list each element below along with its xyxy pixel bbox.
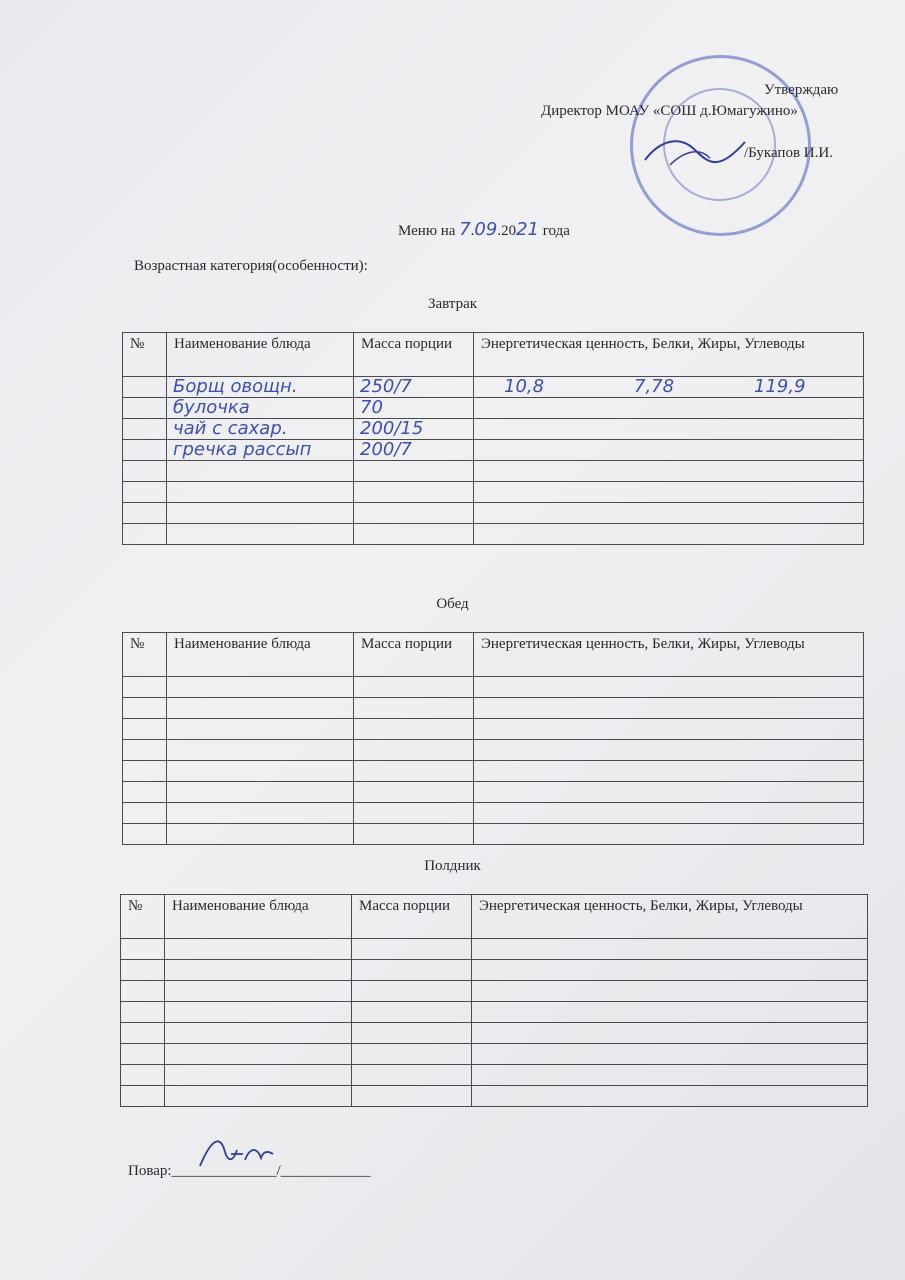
row-num <box>123 824 167 845</box>
table-row <box>123 419 864 440</box>
row-energy <box>474 782 864 803</box>
table-row <box>123 377 864 398</box>
row-portion-mass <box>354 377 474 398</box>
age-category: Возрастная категория(особенности): <box>134 258 368 274</box>
lunch-title: Обед <box>436 596 469 612</box>
row-dish-name <box>167 719 354 740</box>
row-dish-name <box>165 1023 352 1044</box>
header-mass: Масса порции <box>354 333 474 377</box>
table-row <box>123 503 864 524</box>
cook-signature <box>195 1132 275 1172</box>
table-row <box>123 719 864 740</box>
row-dish-name <box>167 698 354 719</box>
menu-date-day: 7 <box>459 219 471 240</box>
lunch-table <box>122 632 864 845</box>
row-num <box>123 761 167 782</box>
header-mass: Масса порции <box>354 633 474 677</box>
table-row <box>123 461 864 482</box>
row-portion-mass <box>354 740 474 761</box>
table-row <box>123 677 864 698</box>
table-row <box>121 1065 868 1086</box>
row-dish-name <box>165 960 352 981</box>
header-energy: Энергетическая ценность, Белки, Жиры, Углеводы <box>472 895 868 939</box>
cook-blank-1: ______________ <box>171 1163 277 1179</box>
row-energy <box>474 740 864 761</box>
table-row <box>121 939 868 960</box>
cook-label: Повар: <box>128 1163 172 1179</box>
snack-title: Полдник <box>424 858 481 874</box>
table-row <box>123 803 864 824</box>
table-row <box>121 1086 868 1107</box>
table-row <box>123 524 864 545</box>
row-energy <box>474 761 864 782</box>
row-portion-mass <box>352 981 472 1002</box>
director-signature <box>640 130 750 175</box>
row-portion-mass <box>354 803 474 824</box>
row-dish-name <box>167 782 354 803</box>
row-dish-name <box>167 440 354 461</box>
menu-date-year: 21 <box>516 219 539 240</box>
row-energy <box>474 503 864 524</box>
header-energy: Энергетическая ценность, Белки, Жиры, Углеводы <box>474 333 864 377</box>
row-num <box>121 1002 165 1023</box>
table-row <box>123 782 864 803</box>
row-num <box>123 482 167 503</box>
row-energy <box>472 1023 868 1044</box>
table-header-row <box>123 333 864 377</box>
approve-word: Утверждаю <box>764 82 839 98</box>
header-num: № <box>123 633 167 677</box>
row-portion-mass <box>352 1002 472 1023</box>
menu-title-suffix: года <box>542 223 570 239</box>
row-portion-mass <box>354 761 474 782</box>
row-portion-mass-text: 70 <box>360 397 383 418</box>
snack-table <box>120 894 868 1107</box>
cook-blank-2: ____________ <box>280 1163 371 1179</box>
table-row <box>123 398 864 419</box>
header-mass: Масса порции <box>352 895 472 939</box>
row-dish-name-text: чай с сахар. <box>173 418 288 439</box>
menu-date-sep2: .20 <box>497 223 517 239</box>
row-energy <box>474 698 864 719</box>
header-energy: Энергетическая ценность, Белки, Жиры, Углеводы <box>474 633 864 677</box>
header-name: Наименование блюда <box>165 895 352 939</box>
breakfast-title: Завтрак <box>427 296 478 312</box>
header-num: № <box>121 895 165 939</box>
row-portion-mass <box>354 461 474 482</box>
row-dish-name <box>167 803 354 824</box>
row-num <box>121 939 165 960</box>
row-energy <box>472 1065 868 1086</box>
row-num <box>123 419 167 440</box>
row-energy <box>474 377 864 398</box>
row-dish-name-text: гречка рассып <box>173 439 312 460</box>
row-dish-name <box>167 419 354 440</box>
row-num <box>121 1023 165 1044</box>
row-num <box>123 782 167 803</box>
table-row <box>121 1044 868 1065</box>
table-row <box>123 824 864 845</box>
table-row <box>123 482 864 503</box>
row-portion-mass <box>354 824 474 845</box>
row-num <box>121 1065 165 1086</box>
row-dish-name <box>167 461 354 482</box>
row-portion-mass-text: 200/15 <box>360 418 424 439</box>
menu-title <box>398 219 570 240</box>
row-num <box>123 677 167 698</box>
row-energy <box>474 461 864 482</box>
row-portion-mass <box>354 440 474 461</box>
row-energy <box>474 719 864 740</box>
row-num <box>123 503 167 524</box>
row-portion-mass <box>354 482 474 503</box>
row-dish-name <box>167 677 354 698</box>
row-num <box>123 398 167 419</box>
row-dish-name <box>165 1044 352 1065</box>
row-portion-mass <box>352 1044 472 1065</box>
row-energy <box>474 440 864 461</box>
row-dish-name <box>165 1065 352 1086</box>
table-header-row <box>123 633 864 677</box>
row-portion-mass <box>352 960 472 981</box>
row-portion-mass-text: 250/7 <box>360 376 412 397</box>
table-row <box>123 440 864 461</box>
row-dish-name <box>165 1086 352 1107</box>
row-num <box>123 698 167 719</box>
row-energy <box>474 677 864 698</box>
row-dish-name <box>167 398 354 419</box>
row-dish-name <box>167 377 354 398</box>
row-energy <box>472 939 868 960</box>
menu-title-prefix: Меню на <box>398 223 456 239</box>
row-portion-mass <box>354 419 474 440</box>
row-energy <box>474 482 864 503</box>
row-portion-mass <box>354 782 474 803</box>
row-portion-mass <box>354 503 474 524</box>
row-portion-mass <box>354 698 474 719</box>
row-num <box>121 1044 165 1065</box>
row-dish-name <box>165 939 352 960</box>
table-row <box>123 698 864 719</box>
row-energy <box>472 1044 868 1065</box>
row-dish-name <box>167 824 354 845</box>
row-energy <box>474 824 864 845</box>
row-energy <box>472 1002 868 1023</box>
table-row <box>123 740 864 761</box>
row-num <box>123 461 167 482</box>
row-num <box>123 377 167 398</box>
row-energy <box>474 419 864 440</box>
row-dish-name <box>167 524 354 545</box>
row-energy <box>472 1086 868 1107</box>
row-energy <box>474 398 864 419</box>
row-energy <box>472 960 868 981</box>
row-dish-name <box>167 761 354 782</box>
row-num <box>121 960 165 981</box>
row-energy <box>474 803 864 824</box>
row-portion-mass <box>352 1065 472 1086</box>
row-portion-mass-text: 200/7 <box>360 439 412 460</box>
row-num <box>121 981 165 1002</box>
table-row <box>121 1023 868 1044</box>
row-dish-name-text: Борщ овощн. <box>173 376 298 397</box>
table-header-row <box>121 895 868 939</box>
row-portion-mass <box>352 1086 472 1107</box>
table-row <box>123 761 864 782</box>
row-dish-name <box>167 503 354 524</box>
row-dish-name <box>167 740 354 761</box>
energy-value: 10,8 <box>504 376 545 397</box>
row-portion-mass <box>354 677 474 698</box>
row-num <box>123 440 167 461</box>
row-portion-mass <box>352 1023 472 1044</box>
table-row <box>121 1002 868 1023</box>
row-dish-name-text: булочка <box>173 397 250 418</box>
signature-line: /Букапов И.И. <box>744 145 833 161</box>
row-portion-mass <box>354 524 474 545</box>
fat-value: 7,78 <box>634 376 675 397</box>
row-energy <box>474 524 864 545</box>
header-num: № <box>123 333 167 377</box>
row-dish-name <box>167 482 354 503</box>
breakfast-table <box>122 332 864 545</box>
row-energy <box>472 981 868 1002</box>
table-row <box>121 981 868 1002</box>
header-name: Наименование блюда <box>167 633 354 677</box>
row-num <box>121 1086 165 1107</box>
menu-date-month: 09 <box>474 219 498 240</box>
row-num <box>123 740 167 761</box>
row-dish-name <box>165 981 352 1002</box>
row-num <box>123 719 167 740</box>
row-portion-mass <box>354 398 474 419</box>
row-num <box>123 524 167 545</box>
header-name: Наименование блюда <box>167 333 354 377</box>
row-num <box>123 803 167 824</box>
row-dish-name <box>165 1002 352 1023</box>
carbs-value: 119,9 <box>754 376 806 397</box>
director-line: Директор МОАУ «СОШ д.Юмагужино» <box>541 103 798 119</box>
menu-date-sep1: . <box>470 223 475 239</box>
row-portion-mass <box>354 719 474 740</box>
table-row <box>121 960 868 981</box>
cook-separator: / <box>276 1163 281 1179</box>
row-portion-mass <box>352 939 472 960</box>
